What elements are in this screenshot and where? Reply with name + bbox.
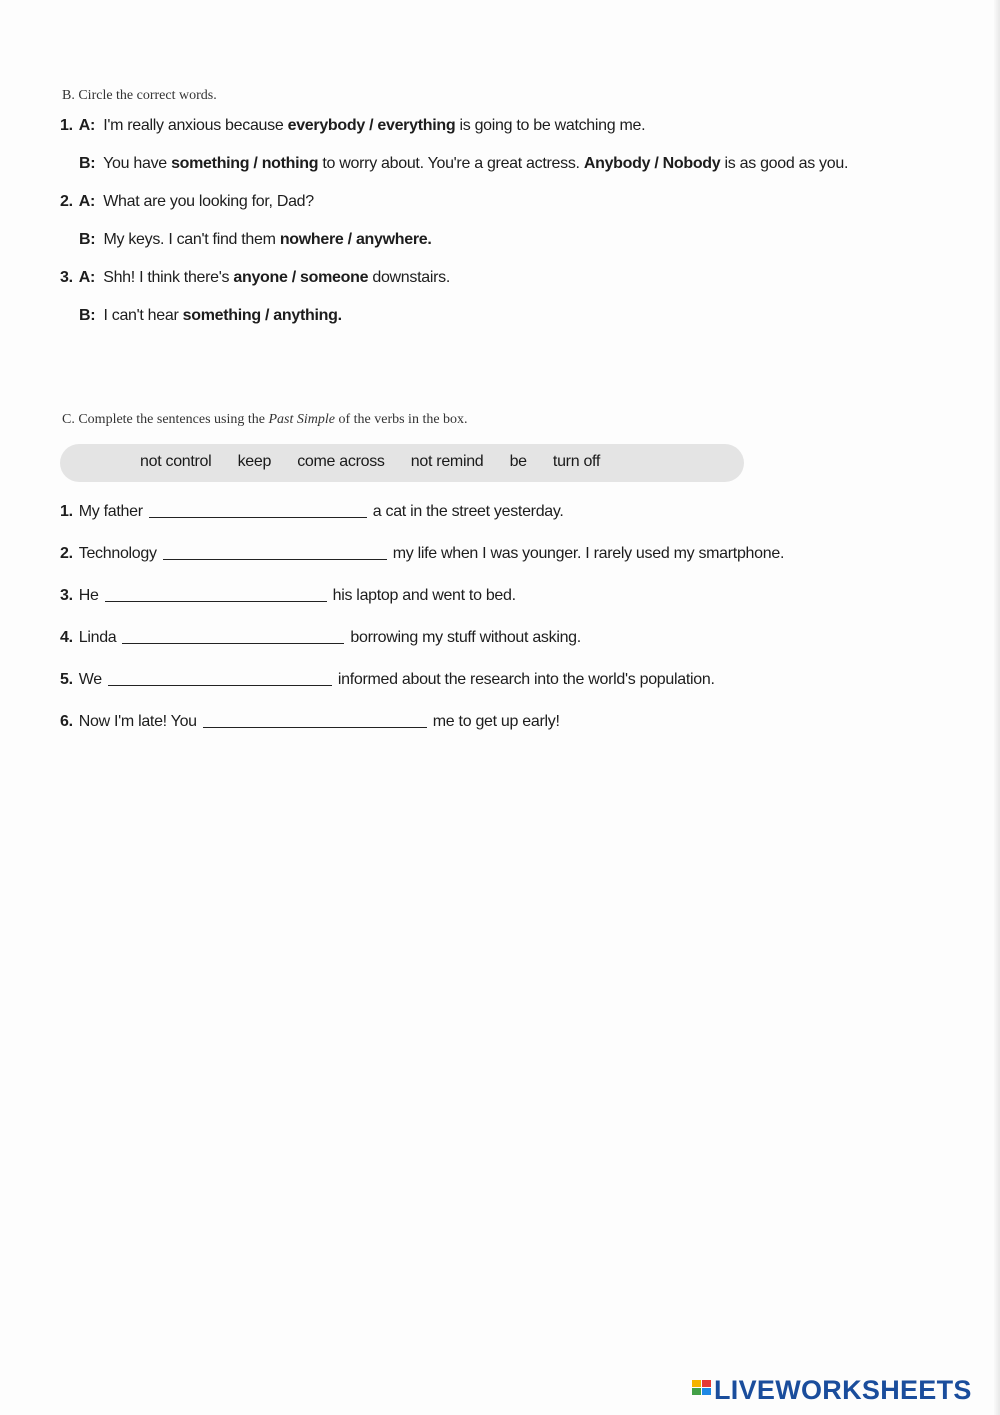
c-sentence-5: 5. We informed about the research into the world's population. bbox=[60, 671, 715, 688]
liveworksheets-logo bbox=[692, 1372, 972, 1408]
choice-anyone-someone[interactable]: anyone / someone bbox=[233, 269, 369, 286]
c-sentence-1: 1. My father a cat in the street yesterday. bbox=[60, 503, 564, 520]
answer-blank-6[interactable] bbox=[203, 726, 427, 728]
c-sentence-2: 2. Technology my life when I was younger. I rarely used my smartphone. bbox=[60, 545, 785, 562]
answer-blank-3[interactable] bbox=[105, 600, 327, 602]
word-not-remind: not remind bbox=[410, 453, 484, 470]
c-sentence-3: 3. He his laptop and went to bed. bbox=[60, 587, 516, 604]
choice-anybody-nobody[interactable]: Anybody / Nobody bbox=[583, 155, 721, 172]
b3-line-b: B: I can't hear something / anything. bbox=[79, 307, 342, 324]
choice-everybody-everything[interactable]: everybody / everything bbox=[287, 117, 456, 134]
word-turn-off: turn off bbox=[552, 453, 601, 470]
section-b-heading: B. Circle the correct words. bbox=[62, 88, 217, 103]
liveworksheets-logo-icon bbox=[692, 1378, 712, 1402]
scan-edge-shadow bbox=[994, 0, 1000, 1415]
b1-line-b: B: You have something / nothing to worry about. You're a great actress. Anybody / Nobody is as good as you. bbox=[79, 155, 849, 172]
word-come-across: come across bbox=[297, 453, 385, 470]
answer-blank-2[interactable] bbox=[163, 558, 387, 560]
answer-blank-5[interactable] bbox=[108, 684, 332, 686]
choice-something-nothing[interactable]: something / nothing bbox=[171, 155, 319, 172]
word-list bbox=[140, 453, 622, 471]
b1-line-a: 1. A: I'm really anxious because everybody / everything is going to be watching me. bbox=[60, 117, 646, 134]
c-sentence-4: 4. Linda borrowing my stuff without asking. bbox=[60, 629, 581, 646]
c-sentence-6: 6. Now I'm late! You me to get up early! bbox=[60, 713, 560, 730]
word-box bbox=[60, 444, 744, 482]
answer-blank-1[interactable] bbox=[149, 516, 367, 518]
answer-blank-4[interactable] bbox=[122, 642, 344, 644]
section-c-heading: C. Complete the sentences using the Past Simple of the verbs in the box. bbox=[62, 412, 468, 427]
word-be: be bbox=[509, 453, 527, 470]
b2-line-a: 2. A: What are you looking for, Dad? bbox=[60, 193, 314, 210]
b3-line-a: 3. A: Shh! I think there's anyone / someone downstairs. bbox=[60, 269, 450, 286]
choice-nowhere-anywhere[interactable]: nowhere / anywhere. bbox=[279, 231, 432, 248]
b2-line-b: B: My keys. I can't find them nowhere / anywhere. bbox=[79, 231, 432, 248]
word-not-control: not control bbox=[140, 453, 212, 470]
word-keep: keep bbox=[237, 453, 272, 470]
liveworksheets-logo-text: LIVEWORKSHEETS bbox=[714, 1374, 972, 1405]
choice-something-anything[interactable]: something / anything. bbox=[182, 307, 342, 324]
